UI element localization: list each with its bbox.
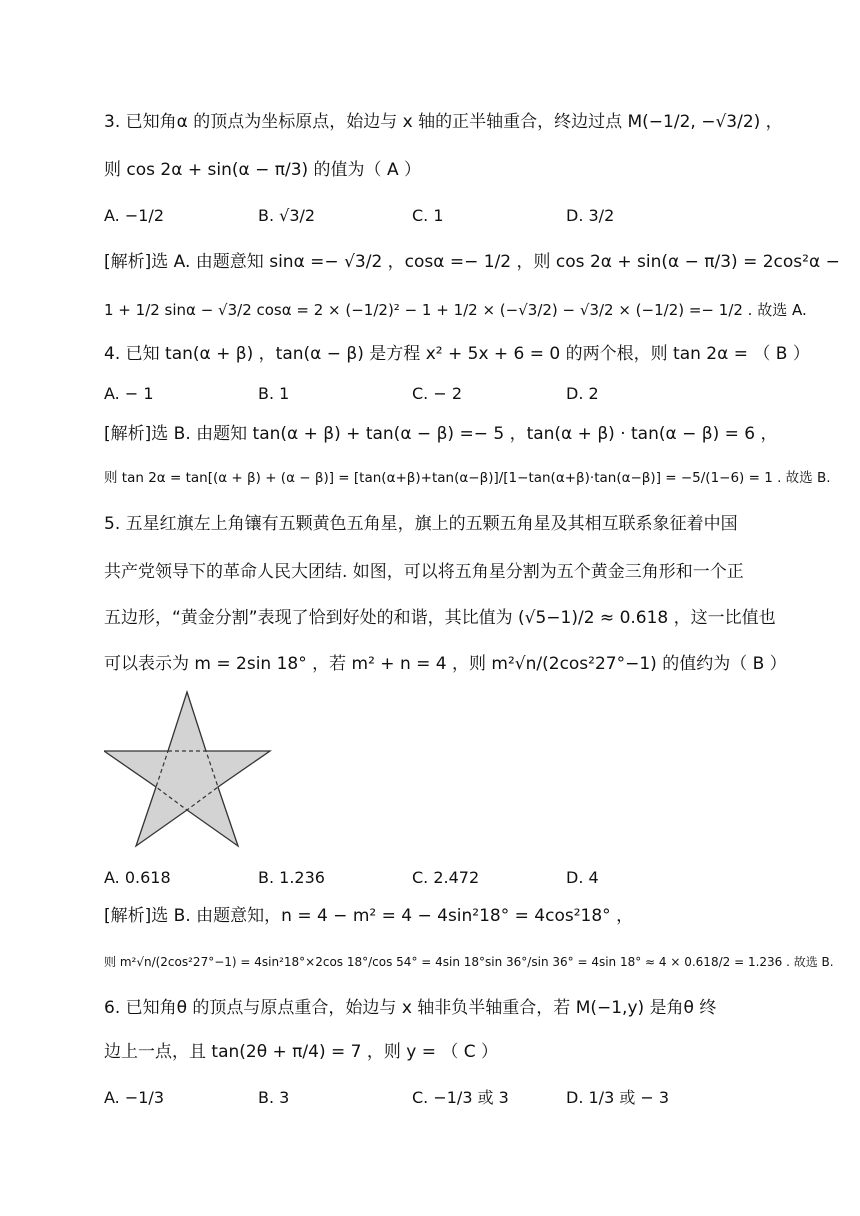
q3-stem-line2: 则 cos 2α + sin(α − π/3) 的值为（ A ） bbox=[104, 160, 421, 180]
q5-option-d: D. 4 bbox=[566, 868, 599, 887]
q4-option-d: D. 2 bbox=[566, 384, 599, 403]
q5-solution-line1: [解析]选 B. 由题意知，n = 4 − m² = 4 − 4sin²18° = 4cos²18° ， bbox=[104, 906, 634, 926]
q4-option-b: B. 1 bbox=[258, 384, 290, 403]
q5-option-c: C. 2.472 bbox=[412, 868, 480, 887]
q5-stem-line3: 五边形，“黄金分割”表现了恰到好处的和谐，其比值为 (√5−1)/2 ≈ 0.618 ，这一比值也 bbox=[104, 608, 776, 628]
q6-option-c: C. −1/3 或 3 bbox=[412, 1088, 509, 1107]
q3-option-d: D. 3/2 bbox=[566, 206, 615, 225]
q4-stem-line1: 4. 已知 tan(α + β) ，tan(α − β) 是方程 x² + 5x + 6 = 0 的两个根，则 tan 2α = （ B ） bbox=[104, 344, 810, 364]
q5-stem-line1: 5. 五星红旗左上角镶有五颗黄色五角星，旗上的五颗五角星及其相互联系象征着中国 bbox=[104, 514, 738, 534]
q3-option-c: C. 1 bbox=[412, 206, 444, 225]
q3-stem-line1: 3. 已知角α 的顶点为坐标原点，始边与 x 轴的正半轴重合，终边过点 M(−1/2, −√3/2) ， bbox=[104, 112, 783, 132]
q5-option-a: A. 0.618 bbox=[104, 868, 171, 887]
q3-solution-line1: [解析]选 A. 由题意知 sinα =− √3/2 ，cosα =− 1/2 ，则 cos 2α + sin(α − π/3) = 2cos²α − bbox=[104, 252, 840, 272]
q6-stem-line2: 边上一点，且 tan(2θ + π/4) = 7 ，则 y = （ C ） bbox=[104, 1042, 499, 1062]
q5-solution-line2: 则 m²√n/(2cos²27°−1) = 4sin²18°×2cos 18°/cos 54° = 4sin 18°sin 36°/sin 36° = 4sin 18° ≈ 4 × 0.618/2 = 1.236 . 故选 B. bbox=[104, 955, 834, 969]
star-outline bbox=[104, 692, 270, 846]
q3-option-a: A. −1/2 bbox=[104, 206, 164, 225]
q4-option-c: C. − 2 bbox=[412, 384, 463, 403]
q6-option-b: B. 3 bbox=[258, 1088, 290, 1107]
five-pointed-star-figure bbox=[104, 690, 274, 850]
q4-solution-line2: 则 tan 2α = tan[(α + β) + (α − β)] = [tan(α+β)+tan(α−β)]/[1−tan(α+β)·tan(α−β)] = −5/(1−6) = 1 . 故选 B. bbox=[104, 470, 831, 486]
q5-stem-line2: 共产党领导下的革命人民大团结. 如图，可以将五角星分割为五个黄金三角形和一个正 bbox=[104, 562, 744, 582]
q5-option-b: B. 1.236 bbox=[258, 868, 325, 887]
q6-option-a: A. −1/3 bbox=[104, 1088, 164, 1107]
q4-solution-line1: [解析]选 B. 由题知 tan(α + β) + tan(α − β) =− 5 ，tan(α + β) · tan(α − β) = 6 ， bbox=[104, 424, 778, 444]
q6-option-d: D. 1/3 或 − 3 bbox=[566, 1088, 670, 1107]
q3-solution-line2: 1 + 1/2 sinα − √3/2 cosα = 2 × (−1/2)² − 1 + 1/2 × (−√3/2) − √3/2 × (−1/2) =− 1/2 . 故选 A. bbox=[104, 301, 807, 319]
q5-stem-line4: 可以表示为 m = 2sin 18° ，若 m² + n = 4 ，则 m²√n/(2cos²27°−1) 的值约为（ B ） bbox=[104, 654, 787, 674]
q3-option-b: B. √3/2 bbox=[258, 206, 316, 225]
q4-option-a: A. − 1 bbox=[104, 384, 154, 403]
q6-stem-line1: 6. 已知角θ 的顶点与原点重合，始边与 x 轴非负半轴重合，若 M(−1,y) 是角θ 终 bbox=[104, 998, 717, 1018]
